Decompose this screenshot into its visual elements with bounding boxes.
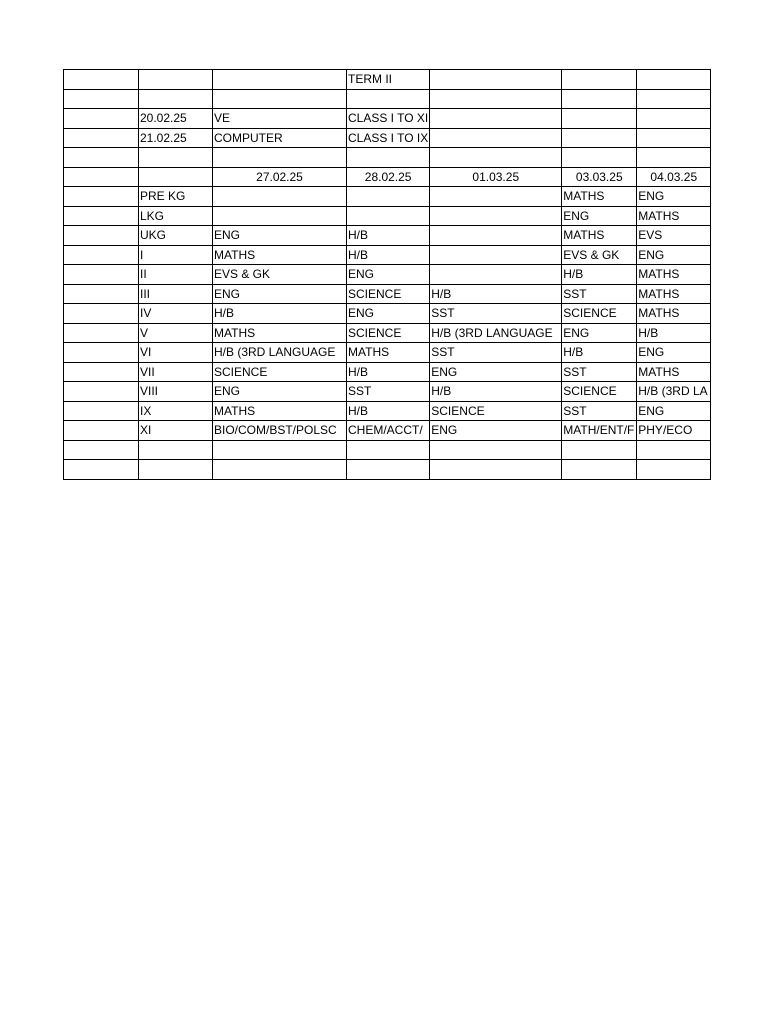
table-cell[interactable]: ENG — [213, 226, 347, 246]
table-cell[interactable]: MATHS — [637, 284, 711, 304]
table-cell[interactable] — [139, 460, 213, 480]
table-cell[interactable]: TERM II — [347, 70, 430, 90]
table-cell[interactable]: ENG — [347, 265, 430, 285]
table-cell[interactable]: H/B — [562, 343, 637, 363]
table-cell[interactable]: MATHS — [637, 206, 711, 226]
table-cell[interactable]: PHY/ECO — [637, 421, 711, 441]
table-cell[interactable] — [64, 89, 139, 109]
table-row — [64, 265, 711, 285]
table-cell[interactable] — [64, 323, 139, 343]
table-cell[interactable]: 04.03.25 — [637, 167, 711, 187]
table-cell[interactable] — [562, 460, 637, 480]
table-row — [64, 206, 711, 226]
table-row — [64, 148, 711, 168]
table-cell[interactable] — [347, 460, 430, 480]
table-row — [64, 226, 711, 246]
table-cell[interactable]: VE — [213, 109, 347, 129]
table-cell[interactable]: SCIENCE — [347, 284, 430, 304]
table-cell[interactable]: MATHS — [213, 245, 347, 265]
table-cell[interactable]: H/B — [637, 323, 711, 343]
table-cell[interactable] — [562, 109, 637, 129]
table-cell[interactable] — [213, 206, 347, 226]
table-row — [64, 70, 711, 90]
table-row — [64, 245, 711, 265]
table-cell[interactable] — [64, 362, 139, 382]
table-cell[interactable]: II — [139, 265, 213, 285]
table-cell[interactable]: ENG — [637, 187, 711, 207]
table-cell[interactable]: COMPUTER — [213, 128, 347, 148]
table-cell[interactable] — [64, 421, 139, 441]
exam-schedule-body — [64, 70, 711, 480]
table-cell[interactable] — [430, 245, 562, 265]
table-row — [64, 109, 711, 129]
table-cell[interactable]: MATHS — [347, 343, 430, 363]
table-cell[interactable]: SCIENCE — [213, 362, 347, 382]
table-cell[interactable]: IV — [139, 304, 213, 324]
table-cell[interactable]: PRE KG — [139, 187, 213, 207]
table-row — [64, 304, 711, 324]
table-row — [64, 323, 711, 343]
table-cell[interactable]: H/B — [347, 226, 430, 246]
table-cell[interactable] — [430, 206, 562, 226]
table-cell[interactable] — [347, 148, 430, 168]
table-cell[interactable]: MATHS — [213, 401, 347, 421]
table-cell[interactable] — [213, 148, 347, 168]
table-cell[interactable] — [430, 109, 562, 129]
table-cell[interactable] — [430, 187, 562, 207]
table-cell[interactable]: SST — [562, 284, 637, 304]
table-cell[interactable]: H/B — [213, 304, 347, 324]
table-cell[interactable] — [430, 128, 562, 148]
table-cell[interactable] — [64, 109, 139, 129]
table-cell[interactable]: H/B — [430, 284, 562, 304]
table-row — [64, 284, 711, 304]
table-cell[interactable] — [562, 70, 637, 90]
table-row — [64, 343, 711, 363]
table-cell[interactable]: SST — [430, 343, 562, 363]
table-cell[interactable]: CLASS I TO XI — [347, 109, 430, 129]
table-cell[interactable] — [64, 440, 139, 460]
table-cell[interactable]: 27.02.25 — [213, 167, 347, 187]
table-cell[interactable]: III — [139, 284, 213, 304]
table-cell[interactable]: SCIENCE — [430, 401, 562, 421]
table-cell[interactable] — [637, 70, 711, 90]
table-cell[interactable]: V — [139, 323, 213, 343]
table-cell[interactable]: MATHS — [637, 304, 711, 324]
table-cell[interactable] — [430, 460, 562, 480]
table-cell[interactable] — [637, 109, 711, 129]
table-cell[interactable] — [637, 440, 711, 460]
table-cell[interactable]: VI — [139, 343, 213, 363]
table-cell[interactable] — [64, 382, 139, 402]
table-cell[interactable]: SCIENCE — [347, 323, 430, 343]
table-cell[interactable] — [64, 265, 139, 285]
table-cell[interactable] — [430, 226, 562, 246]
table-cell[interactable]: 03.03.25 — [562, 167, 637, 187]
table-row — [64, 362, 711, 382]
table-cell[interactable] — [347, 440, 430, 460]
table-cell[interactable] — [562, 89, 637, 109]
table-cell[interactable] — [347, 187, 430, 207]
table-cell[interactable]: 28.02.25 — [347, 167, 430, 187]
table-cell[interactable] — [64, 460, 139, 480]
table-cell[interactable]: I — [139, 245, 213, 265]
table-cell[interactable]: XI — [139, 421, 213, 441]
exam-schedule-table — [63, 69, 711, 480]
table-cell[interactable] — [64, 167, 139, 187]
table-cell[interactable] — [637, 128, 711, 148]
table-cell[interactable]: BIO/COM/BST/POLSC — [213, 421, 347, 441]
table-cell[interactable]: CLASS I TO IX — [347, 128, 430, 148]
table-cell[interactable]: SST — [430, 304, 562, 324]
table-cell[interactable]: SST — [562, 362, 637, 382]
table-cell[interactable]: ENG — [347, 304, 430, 324]
table-cell[interactable] — [213, 89, 347, 109]
table-cell[interactable] — [64, 284, 139, 304]
table-cell[interactable]: H/B — [430, 382, 562, 402]
table-cell[interactable] — [213, 70, 347, 90]
table-cell[interactable] — [430, 440, 562, 460]
table-row — [64, 401, 711, 421]
table-cell[interactable]: MATHS — [637, 265, 711, 285]
table-cell[interactable]: ENG — [213, 284, 347, 304]
table-cell[interactable]: EVS & GK — [562, 245, 637, 265]
table-cell[interactable] — [562, 440, 637, 460]
table-cell[interactable] — [347, 206, 430, 226]
table-cell[interactable]: EVS — [637, 226, 711, 246]
table-cell[interactable] — [430, 265, 562, 285]
table-cell[interactable]: IX — [139, 401, 213, 421]
table-cell[interactable] — [64, 128, 139, 148]
table-cell[interactable]: VIII — [139, 382, 213, 402]
table-row — [64, 440, 711, 460]
table-cell[interactable]: H/B — [562, 265, 637, 285]
table-cell[interactable] — [430, 70, 562, 90]
table-cell[interactable] — [64, 304, 139, 324]
table-cell[interactable] — [64, 343, 139, 363]
table-cell[interactable]: MATH/ENT/F — [562, 421, 637, 441]
table-cell[interactable] — [213, 187, 347, 207]
table-cell[interactable] — [139, 167, 213, 187]
table-row — [64, 421, 711, 441]
table-cell[interactable] — [64, 206, 139, 226]
table-cell[interactable] — [139, 440, 213, 460]
table-cell[interactable] — [637, 460, 711, 480]
table-cell[interactable]: 21.02.25 — [139, 128, 213, 148]
table-cell[interactable] — [213, 440, 347, 460]
table-cell[interactable] — [637, 148, 711, 168]
table-cell[interactable] — [64, 148, 139, 168]
table-cell[interactable]: MATHS — [562, 187, 637, 207]
table-cell[interactable]: MATHS — [562, 226, 637, 246]
table-cell[interactable] — [562, 128, 637, 148]
table-cell[interactable]: 01.03.25 — [430, 167, 562, 187]
table-cell[interactable]: ENG — [430, 421, 562, 441]
table-cell[interactable]: MATHS — [637, 362, 711, 382]
table-cell[interactable] — [64, 70, 139, 90]
table-cell[interactable] — [347, 89, 430, 109]
table-cell[interactable]: ENG — [637, 245, 711, 265]
table-cell[interactable]: SST — [347, 382, 430, 402]
table-cell[interactable]: CHEM/ACCT/ — [347, 421, 430, 441]
table-cell[interactable]: SCIENCE — [562, 304, 637, 324]
table-row — [64, 460, 711, 480]
date-header-row — [64, 167, 711, 187]
table-cell[interactable]: SCIENCE — [562, 382, 637, 402]
table-row — [64, 187, 711, 207]
table-cell[interactable]: UKG — [139, 226, 213, 246]
table-cell[interactable] — [562, 148, 637, 168]
table-cell[interactable]: MATHS — [213, 323, 347, 343]
table-cell[interactable]: H/B (3RD LANGUAGE — [430, 323, 562, 343]
table-cell[interactable]: ENG — [430, 362, 562, 382]
table-row — [64, 382, 711, 402]
table-cell[interactable]: H/B — [347, 362, 430, 382]
table-cell[interactable] — [64, 226, 139, 246]
table-cell[interactable] — [430, 148, 562, 168]
table-cell[interactable]: ENG — [562, 323, 637, 343]
table-cell[interactable] — [430, 89, 562, 109]
table-cell[interactable] — [64, 187, 139, 207]
table-cell[interactable]: H/B — [347, 401, 430, 421]
table-row — [64, 128, 711, 148]
table-cell[interactable]: H/B — [347, 245, 430, 265]
table-cell[interactable]: SST — [562, 401, 637, 421]
table-cell[interactable]: H/B (3RD LA — [637, 382, 711, 402]
table-cell[interactable] — [213, 460, 347, 480]
table-cell[interactable] — [139, 89, 213, 109]
table-cell[interactable] — [637, 89, 711, 109]
table-cell[interactable]: ENG — [562, 206, 637, 226]
table-cell[interactable]: 20.02.25 — [139, 109, 213, 129]
table-cell[interactable] — [64, 401, 139, 421]
table-cell[interactable]: ENG — [213, 382, 347, 402]
table-cell[interactable]: VII — [139, 362, 213, 382]
table-cell[interactable]: H/B (3RD LANGUAGE — [213, 343, 347, 363]
table-cell[interactable] — [139, 70, 213, 90]
table-cell[interactable]: EVS & GK — [213, 265, 347, 285]
table-cell[interactable]: ENG — [637, 343, 711, 363]
table-cell[interactable] — [139, 148, 213, 168]
table-row — [64, 89, 711, 109]
table-cell[interactable]: LKG — [139, 206, 213, 226]
table-cell[interactable]: ENG — [637, 401, 711, 421]
table-cell[interactable] — [64, 245, 139, 265]
